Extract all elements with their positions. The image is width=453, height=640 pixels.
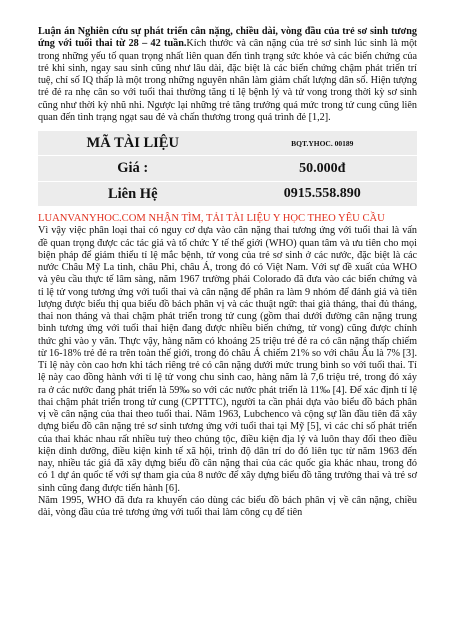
contact-value: 0915.558.890 [228,182,418,207]
service-heading: LUANVANYHOC.COM NHẬN TÌM, TẢI TÀI LIỆU Y HỌC THEO YÊU CẦU [38,213,385,224]
info-row-contact [38,182,417,207]
info-row-price [38,156,417,182]
intro-text: Kích thước và cân nặng của trẻ sơ sinh lúc sinh là một trong những yếu tố quan trọng nhất liên quan đến tình trạng sức khỏe và các biến chứng của trẻ khi sinh, ngay sau sinh cũng như lâu dài, đặc biệt là các biến chứng chậm phát triển trí tuệ, chỉ số IQ thấp là một trong những nguyên nhân làm giảm chất lượng dân số. Hiện tượng trẻ đẻ ra nhẹ cân so với tuổi thai thường tăng tỉ lệ bệnh lý và tử vong trong thời kỳ sơ sinh cũng như thời kỳ nhũ nhi. Ngược lại những trẻ tăng trưởng quá mức trong tử cung cũng liên quan đến tình trạng ngạt sau đẻ và chấn thương trong quá trình đẻ [1,2]. [38,38,417,123]
contact-label: Liên Hệ [38,182,228,207]
price-value: 50.000đ [228,156,418,182]
body-paragraph-2: Năm 1995, WHO đã đưa ra khuyến cáo dùng các biểu đồ bách phân vị về cân nặng, chiều dài, vòng đầu của trẻ tương ứng với tuổi thai làm công cụ để tiên [38,494,417,519]
body-paragraph-1: Vì vậy việc phân loại thai có nguy cơ dựa vào cân nặng thai tương ứng với tuổi thai là vấn đề quan trọng được các tác giả và tổ chức Y tế thế giới (WHO) quan tâm và ưu tiên cho mọi biện pháp để giảm thiểu tỉ lệ mắc bệnh, tử vong của trẻ sơ sinh ở các nước, đặc biệt là các nước Châu Mỹ La tinh, châu Phi, châu Á, trong đó có Việt Nam. Với sự đề xuất của WHO và yêu cầu thực tế lâm sàng, năm 1967 trường phái Colorado đã đưa vào các biến chứng và tỉ lệ tử vong tương ứng với tuổi thai và cân nặng để phân ra làm 9 nhóm để đánh giá và tiên lượng được biểu thị qua biểu đồ bách phân vị và các thuật ngữ: thai già tháng, thai đủ tháng, thai non tháng và thai chậm phát triển trong tử cung (gồm thai dưới đường cân nặng trung bình tương ứng với tuổi thai hiện đang được nhiều biến chứng, tử vong) cũng được chính thức ghi vào y văn. Thực vậy, hàng năm có khoảng 25 triệu trẻ đẻ ra có cân nặng thấp chiếm từ 16-18% trẻ đẻ ra trên toàn thế giới, trong đó châu Á chiếm 21% so với châu Âu là 7% [3]. Tỉ lệ này còn cao hơn khi tách riêng trẻ có cân nặng dưới mức trung bình so với tuổi thai. Tỉ lệ này cao đồng hành với tỉ lệ tử vong chu sinh cao, hàng năm là 7,6 triệu trẻ, trong đó xảy ra ở các nước đang phát triển là 59‰ so với các nước phát triển là 11‰ [4]. Để xác định tỉ lệ thai chậm phát triển trong tử cung (CPTTTC), người ta cần phải dựa vào biểu đồ bách phân vị về cân nặng của thai theo tuổi thai. Năm 1963, Lubchenco và cộng sự lần đầu tiên đã xây dựng biểu đồ cân nặng trẻ sơ sinh tương ứng với tuổi thai tại Mỹ [5], vì các chỉ số phát triển của thai khác nhau rất nhiều tuỳ theo chủng tộc, điều kiện địa lý và luôn thay đổi theo điều kiện dinh dưỡng, điều kiện kinh tế xã hội, trình độ dân trí do đó liên tục từ năm 1963 đến nay, nhiều tác giả đã xây dựng biểu đồ cân nặng thai của các quốc gia khác nhau, trong đó có 1 dự án quốc tế với sự tham gia của 8 nước để xây dựng biểu đồ tăng trưởng thai và trẻ sơ sinh cũng đang được tiến hành [6]. [38,225,417,494]
price-label: Giá : [38,156,228,182]
document-info-table [38,131,417,207]
code-value: BQT.YHOC. 00189 [228,131,418,156]
info-row-code [38,131,417,156]
intro-paragraph [38,26,417,124]
document-title: Luận án Nghiên cứu sự phát triển cân nặng, chiều dài, vòng đầu của trẻ sơ sinh tương ứng với tuổi thai từ 28 – 42 tuần. [38,26,417,50]
code-label: MÃ TÀI LIỆU [38,131,228,156]
